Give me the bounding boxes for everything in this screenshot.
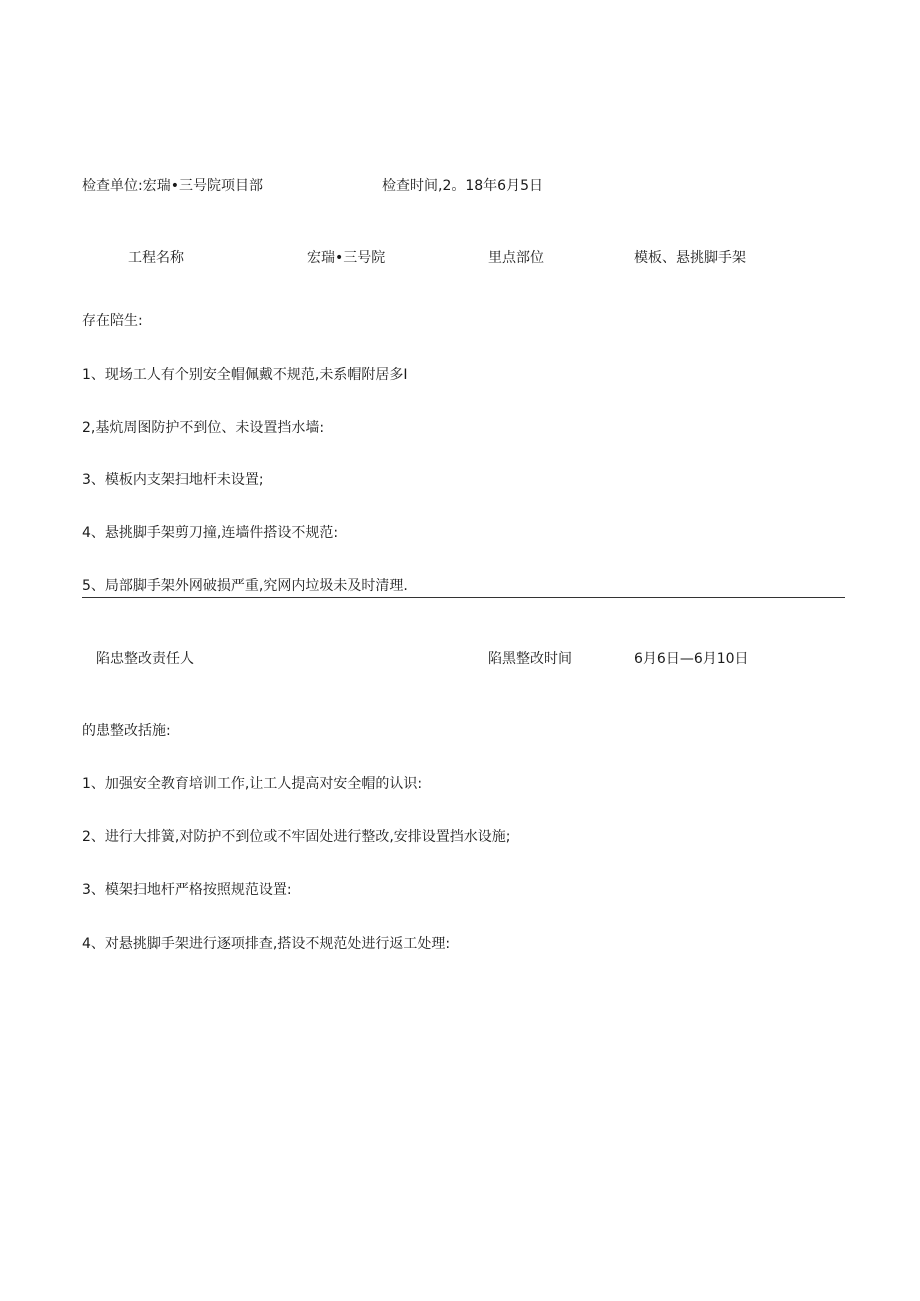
measures-heading: 的患整改括施: (82, 723, 171, 739)
measure-item: 2、进行大排簧,对防护不到位或不牢固处进行整改,安排设置挡水设施; (82, 829, 511, 845)
rectify-time-value: 6月6日—6月10日 (634, 651, 749, 667)
inspection-unit: 检查单位:宏瑞•三号院项目部 (82, 178, 263, 194)
problem-item: 4、悬挑脚手架剪刀撞,连墙件搭设不规范: (82, 525, 339, 541)
measure-item: 4、对悬挑脚手架进行逐项排查,搭设不规范处进行返工处理: (82, 936, 451, 952)
measure-item: 1、加强安全教育培训工作,让工人提高对安全帽的认识: (82, 776, 423, 792)
inspection-time: 检查时间,2。18年6月5日 (382, 178, 543, 194)
problem-item: 5、局部脚手架外网破损严重,究网内垃圾未及时清理. (82, 578, 408, 594)
problem-item: 2,基炕周图防护不到位、未设置挡水墙: (82, 420, 325, 436)
measure-item: 3、模架扫地杆严格按照规范设置: (82, 882, 292, 898)
key-part-value: 模板、悬挑脚手架 (634, 250, 746, 266)
rectify-person-label: 陷忠整改责任人 (96, 651, 194, 667)
key-part-label: 里点部位 (488, 250, 544, 266)
section-divider (82, 597, 845, 598)
project-name-value: 宏瑞•三号院 (307, 250, 386, 266)
problem-item: 1、现场工人有个别安全帽佩戴不规范,未系帽附居多I (82, 367, 408, 383)
project-name-label: 工程名称 (128, 250, 184, 266)
problem-item: 3、模板内支架扫地杆未设置; (82, 472, 264, 488)
rectify-time-label: 陷黑整改时间 (488, 651, 572, 667)
problems-heading: 存在陪生: (82, 313, 143, 329)
